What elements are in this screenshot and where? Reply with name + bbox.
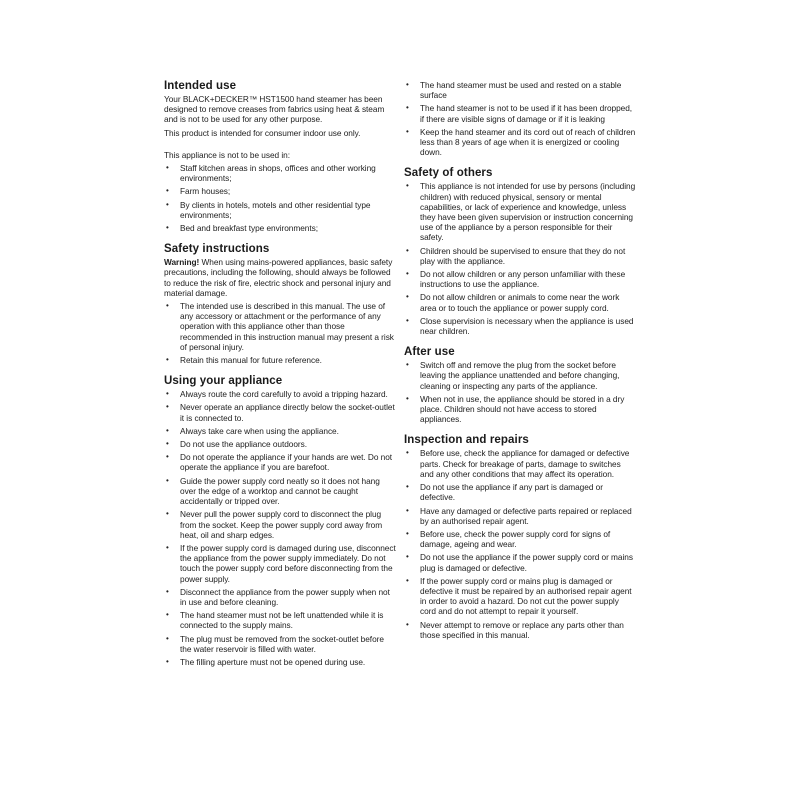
list-item: • The plug must be removed from the socket-outlet before the water reservoir is filled with water. [164, 634, 396, 654]
using-appliance-continued [404, 80, 636, 157]
list-item: • Keep the hand steamer and its cord out of reach of children less than 8 years of age when it is energized or cooling down. [404, 127, 636, 158]
after-use-section [404, 346, 636, 424]
list-item: • Do not use the appliance if any part is damaged or defective. [404, 482, 636, 502]
warning-label: Warning! [164, 257, 200, 268]
list-item: • Children should be supervised to ensure that they do not play with the appliance. [404, 246, 636, 266]
list-item: • Do not use the appliance outdoors. [164, 439, 396, 449]
list-item: • Always route the cord carefully to avoid a tripping hazard. [164, 389, 396, 399]
safety-instructions-list [164, 301, 396, 365]
list-item: • Never attempt to remove or replace any parts other than those specified in this manual. [404, 620, 636, 640]
list-item: • Staff kitchen areas in shops, offices and other working environments; [164, 163, 396, 183]
list-item: • If the power supply cord is damaged during use, disconnect the appliance from the power supply immediately. Do not touch the power supply cord before disconnecting from the power supply. [164, 543, 396, 584]
list-item: • Switch off and remove the plug from the socket before leaving the appliance unattended and before changing, cleaning or inspecting any parts of the appliance. [404, 360, 636, 391]
using-appliance-list [164, 389, 396, 667]
section-title-using-appliance: Using your appliance [164, 375, 283, 388]
list-item: • Always take care when using the appliance. [164, 426, 396, 436]
list-item: • By clients in hotels, motels and other residential type environments; [164, 200, 396, 220]
list-item: • The hand steamer is not to be used if it has been dropped, if there are visible signs of damage or if it is leaking [404, 103, 636, 123]
not-used-in-list [164, 163, 396, 233]
using-appliance-continued-list [404, 80, 636, 157]
right-column [404, 80, 636, 650]
list-item: • When not in use, the appliance should be stored in a dry place. Children should not have access to stored appliances. [404, 394, 636, 425]
list-item: • Never operate an appliance directly below the socket-outlet it is connected to. [164, 402, 396, 422]
section-title-after-use: After use [404, 346, 455, 359]
list-item: • Before use, check the appliance for damaged or defective parts. Check for breakage of parts, damage to switches and any other conditions that may affect its operation. [404, 448, 636, 479]
inspection-repairs-list [404, 448, 636, 639]
section-title-intended-use: Intended use [164, 80, 237, 92]
list-item: • Close supervision is necessary when the appliance is used near children. [404, 316, 636, 336]
list-item: • Farm houses; [164, 186, 396, 196]
list-item: • Do not allow children or animals to come near the work area or to touch the appliance or power supply cord. [404, 292, 636, 312]
list-item: • Never pull the power supply cord to disconnect the plug from the socket. Keep the power supply cord away from heat, oil and sharp edges. [164, 509, 396, 540]
inspection-repairs-section [404, 434, 636, 639]
warning-paragraph [164, 257, 396, 298]
not-used-in-intro: This appliance is not to be used in: [164, 149, 290, 160]
list-item: • Have any damaged or defective parts repaired or replaced by an authorised repair agent. [404, 506, 636, 526]
left-column [164, 80, 396, 677]
intended-use-indoor-note: This product is intended for consumer indoor use only. [164, 127, 361, 138]
list-item: • This appliance is not intended for use by persons (including children) with reduced physical, sensory or mental capabilities, or lack of experience and knowledge, unless they have been given supervision or instruction concerning use of the appliance by a person responsible for their safety. [404, 181, 636, 242]
list-item: • Do not use the appliance if the power supply cord or mains plug is damaged or defective. [404, 552, 636, 572]
list-item: • Before use, check the power supply cord for signs of damage, ageing and wear. [404, 529, 636, 549]
safety-of-others-section [404, 167, 636, 336]
section-title-safety-of-others: Safety of others [404, 167, 493, 180]
list-item: • If the power supply cord or mains plug is damaged or defective it must be repaired by an authorised repair agent in order to avoid a hazard. Do not cut the power supply cord and do not attempt to repair it yourself. [404, 576, 636, 617]
list-item: • Disconnect the appliance from the power supply when not in use and before cleaning. [164, 587, 396, 607]
safety-instructions-section [164, 243, 396, 365]
after-use-list [404, 360, 636, 424]
list-item: • The hand steamer must not be left unattended while it is connected to the supply mains. [164, 610, 396, 630]
section-title-safety-instructions: Safety instructions [164, 243, 270, 256]
list-item: • Guide the power supply cord neatly so it does not hang over the edge of a worktop and cannot be caught accidentally or tripped over. [164, 476, 396, 507]
list-item: • Do not operate the appliance if your hands are wet. Do not operate the appliance if you are barefoot. [164, 452, 396, 472]
list-item: • Do not allow children or any person unfamiliar with these instructions to use the appliance. [404, 269, 636, 289]
list-item: • The filling aperture must not be opened during use. [164, 657, 396, 667]
intended-use-section [164, 80, 396, 233]
list-item: • The hand steamer must be used and rested on a stable surface [404, 80, 636, 100]
intended-use-description: Your BLACK+DECKER™ HST1500 hand steamer has been designed to remove creases from fabrics using heat & steam and is not to be used for any other purpose. [164, 94, 385, 125]
list-item: • Bed and breakfast type environments; [164, 223, 396, 233]
list-item: • The intended use is described in this manual. The use of any accessory or attachment or the performance of any operation with this appliance other than those recommended in this instruction manual may present a risk of personal injury. [164, 301, 396, 352]
section-title-inspection-repairs: Inspection and repairs [404, 434, 529, 447]
using-appliance-section [164, 375, 396, 667]
list-item: • Retain this manual for future reference. [164, 355, 396, 365]
warning-text: When using mains-powered appliances, basic safety precautions, including the following, should always be followed to reduce the risk of fire, electric shock and personal injury and material damage. [164, 257, 393, 298]
safety-of-others-list [404, 181, 636, 336]
